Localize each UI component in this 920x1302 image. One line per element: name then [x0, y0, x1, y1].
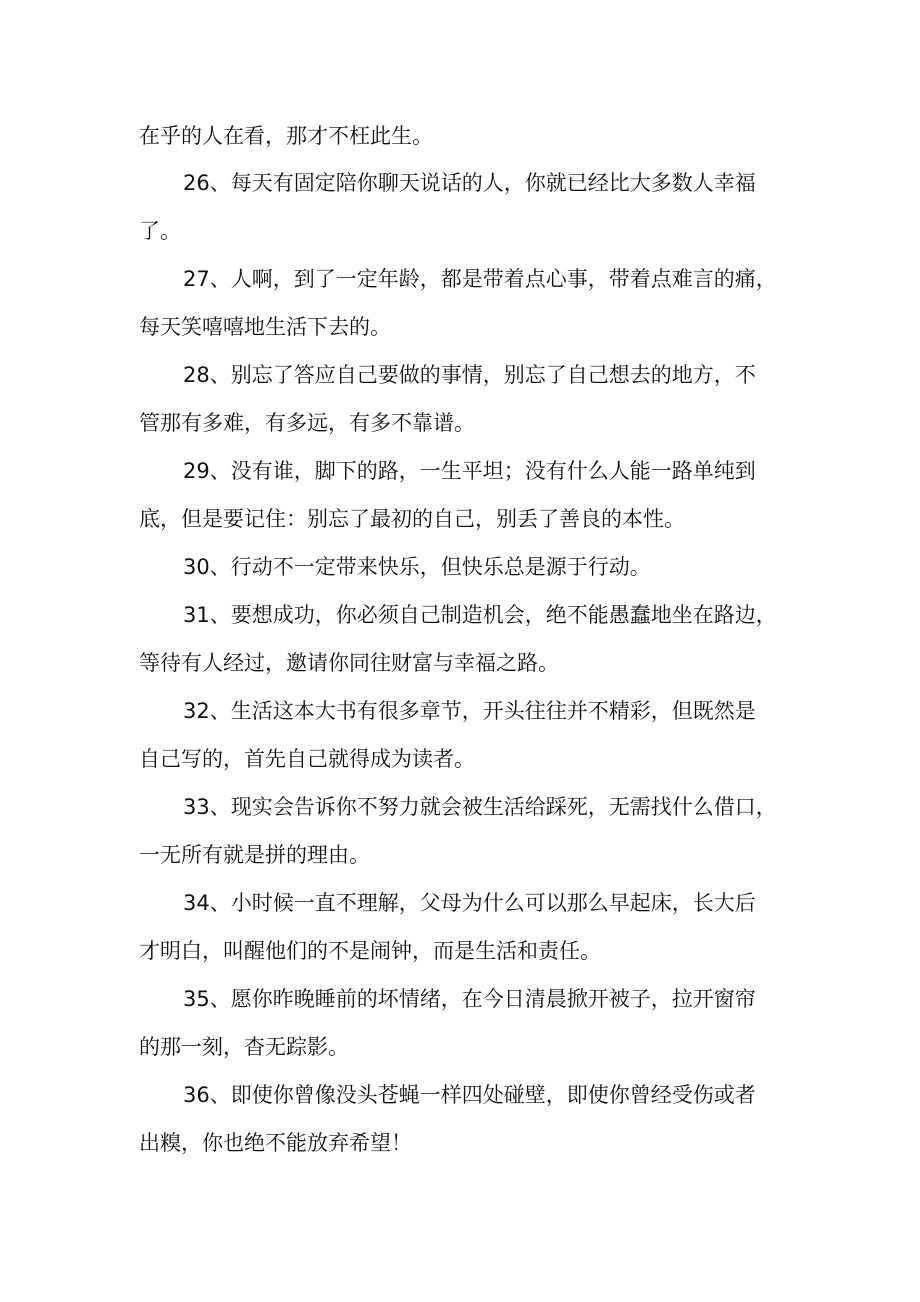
- text-line: 26、每天有固定陪你聊天说话的人，你就已经比大多数人幸福: [183, 171, 756, 195]
- text-line: 每天笑嘻嘻地生活下去的。: [139, 315, 391, 339]
- text-line: 34、小时候一直不理解，父母为什么可以那么早起床，长大后: [183, 891, 756, 915]
- text-line: 自己写的，首先自己就得成为读者。: [139, 747, 475, 771]
- text-line: 33、现实会告诉你不努力就会被生活给踩死，无需找什么借口，: [183, 795, 777, 819]
- text-line: 管那有多难，有多远，有多不靠谱。: [139, 411, 475, 435]
- text-line: 27、人啊，到了一定年龄，都是带着点心事，带着点难言的痛，: [183, 267, 777, 291]
- text-line: 35、愿你昨晚睡前的坏情绪，在今日清晨掀开被子，拉开窗帘: [183, 987, 756, 1011]
- text-line: 28、别忘了答应自己要做的事情，别忘了自己想去的地方，不: [183, 363, 756, 387]
- text-line: 出糗，你也绝不能放弃希望！: [139, 1131, 412, 1155]
- text-line: 31、要想成功，你必须自己制造机会，绝不能愚蠢地坐在路边，: [183, 603, 777, 627]
- text-line: 32、生活这本大书有很多章节，开头往往并不精彩，但既然是: [183, 699, 756, 723]
- text-line: 29、没有谁，脚下的路，一生平坦；没有什么人能一路单纯到: [183, 459, 756, 483]
- text-line: 底，但是要记住：别忘了最初的自己，别丢了善良的本性。: [139, 507, 685, 531]
- text-line: 在乎的人在看，那才不枉此生。: [139, 124, 433, 148]
- text-line: 一无所有就是拼的理由。: [139, 843, 370, 867]
- text-line: 才明白，叫醒他们的不是闹钟，而是生活和责任。: [139, 939, 601, 963]
- text-line: 了。: [139, 219, 181, 243]
- document-body: [139, 116, 789, 1171]
- text-line: 36、即使你曾像没头苍蝇一样四处碰壁，即使你曾经受伤或者: [183, 1083, 756, 1107]
- text-line: 的那一刻，杳无踪影。: [139, 1035, 349, 1059]
- text-line: 30、行动不一定带来快乐，但快乐总是源于行动。: [183, 555, 651, 579]
- text-line: 等待有人经过，邀请你同往财富与幸福之路。: [139, 651, 559, 675]
